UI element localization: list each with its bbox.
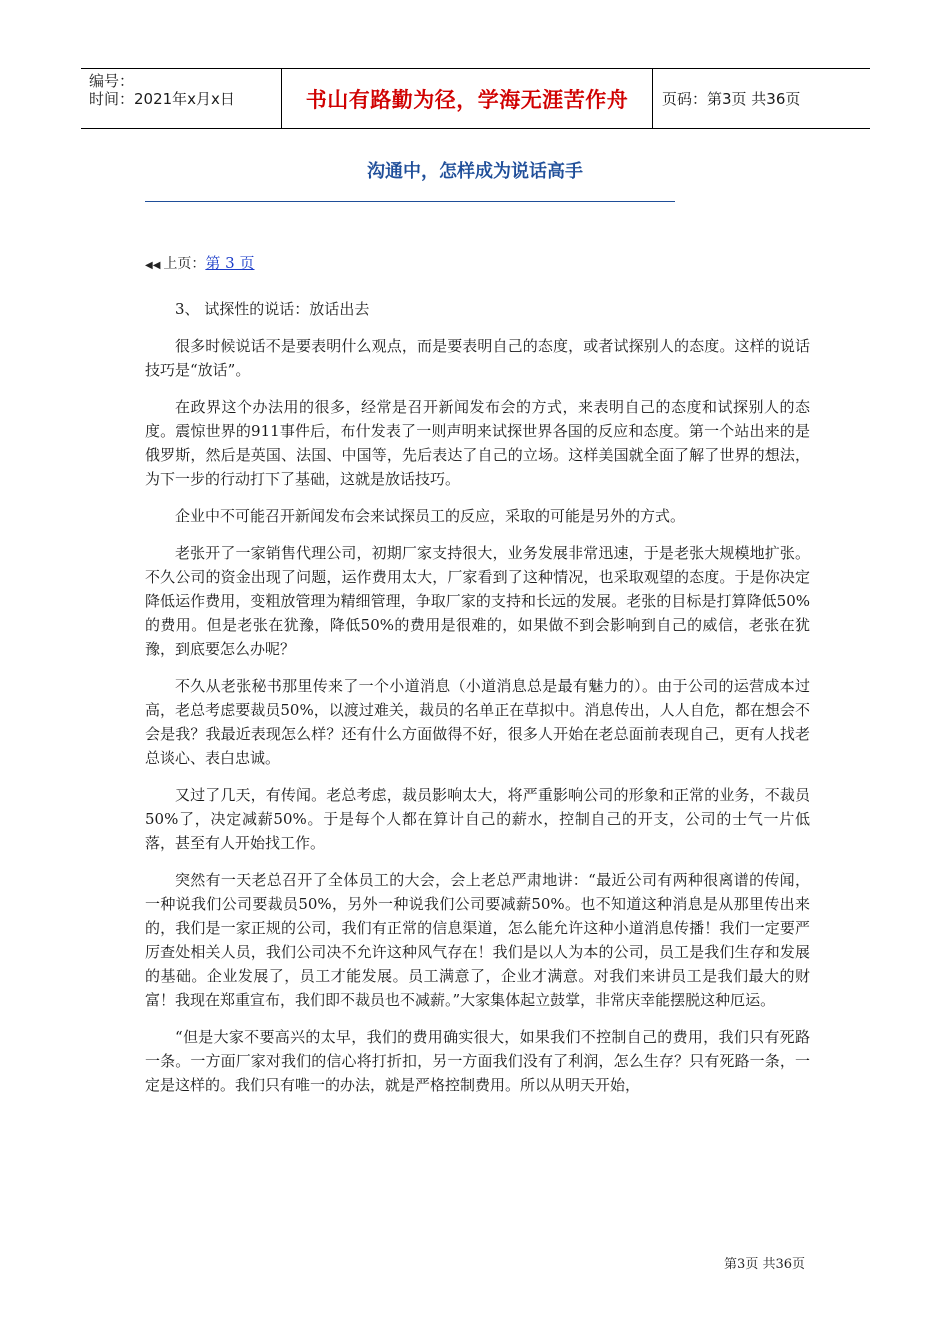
- paragraph: 突然有一天老总召开了全体员工的大会，会上老总严肃地讲：“最近公司有两种很离谱的传闻，一种说我们公司要裁员50%，另外一种说我们公司要减薪50%。也不知道这种消息是从那里传出来的，我们是一家正规的公司，我们有正常的信息渠道，怎么能允许这种小道消息传播！我们一定要严厉查处相关人员，我们公司决不允许这种风气存在！我们是以人为本的公司，员工是我们生存和发展的基础。企业发展了，员工才能发展。员工满意了，企业才满意。对我们来讲员工是我们最大的财富！我现在郑重宣布，我们即不裁员也不减薪。”大家集体起立鼓掌，非常庆幸能摆脱这种厄运。: [145, 871, 810, 1009]
- paragraph: 不久从老张秘书那里传来了一个小道消息（小道消息总是最有魅力的）。由于公司的运营成本过高，老总考虑要裁员50%，以渡过难关，裁员的名单正在草拟中。消息传出，人人自危，都在想会不会是我？我最近表现怎么样？还有什么方面做得不好，很多人开始在老总面前表现自己，更有人找老总谈心、表白忠诚。: [145, 677, 810, 767]
- page-info: 页码：第3页 共36页: [662, 90, 801, 108]
- paragraph: 很多时候说话不是要表明什么观点，而是要表明自己的态度，或者试探别人的态度。这样的说话技巧是“放话”。: [145, 337, 810, 379]
- time-label: 时间：2021年x月x日: [89, 90, 235, 108]
- paragraph: 企业中不可能召开新闻发布会来试探员工的反应，采取的可能是另外的方式。: [175, 507, 686, 525]
- paragraph: “但是大家不要高兴的太早，我们的费用确实很大，如果我们不控制自己的费用，我们只有死路一条。一方面厂家对我们的信心将打折扣，另一方面我们没有了利润，怎么生存？只有死路一条，一定是这样的。我们只有唯一的办法，就是严格控制费用。所以从明天开始，: [145, 1028, 810, 1094]
- prev-label: 上页：: [163, 256, 206, 272]
- page-footer: 第3页 共36页: [724, 1257, 805, 1272]
- section-heading: 3、 试探性的说话：放话出去: [175, 300, 370, 318]
- paragraph: 老张开了一家销售代理公司，初期厂家支持很大，业务发展非常迅速，于是老张大规模地扩张。不久公司的资金出现了问题，运作费用太大，厂家看到了这种情况，也采取观望的态度。于是你决定降低运作费用，变粗放管理为精细管理，争取厂家的支持和长远的发展。老张的目标是打算降低50%的费用。但是老张在犹豫，降低50%的费用是很难的，如果做不到会影响到自己的威信，老张在犹豫，到底要怎么办呢？: [145, 544, 810, 658]
- paragraph: 在政界这个办法用的很多，经常是召开新闻发布会的方式，来表明自己的态度和试探别人的态度。震惊世界的911事件后，布什发表了一则声明来试探世界各国的反应和态度。第一个站出来的是俄罗斯，然后是英国、法国、中国等，先后表达了自己的立场。这样美国就全面了解了世界的想法，为下一步的行动打下了基础，这就是放话技巧。: [145, 398, 810, 488]
- double-left-arrow-icon: ◀◀: [145, 260, 161, 271]
- paragraph: 又过了几天，有传闻。老总考虑，裁员影响太大，将严重影响公司的形象和正常的业务，不裁员50%了，决定减薪50%。于是每个人都在算计自己的薪水，控制自己的开支，公司的士气一片低落，甚至有人开始找工作。: [145, 786, 810, 852]
- header-page-cell: [653, 69, 870, 128]
- header-table: [81, 68, 870, 129]
- header-left-cell: [81, 69, 282, 128]
- page-title: 沟通中，怎样成为说话高手: [367, 161, 583, 182]
- motto: 书山有路勤为径，学海无涯苦作舟: [305, 87, 629, 112]
- number-label: 编号：: [89, 72, 135, 90]
- prev-page-link[interactable]: 第 3 页: [205, 254, 255, 272]
- article-body: [145, 297, 810, 1097]
- title-divider: [145, 201, 675, 202]
- prev-page-nav: [145, 252, 254, 273]
- header-motto-cell: [282, 69, 653, 128]
